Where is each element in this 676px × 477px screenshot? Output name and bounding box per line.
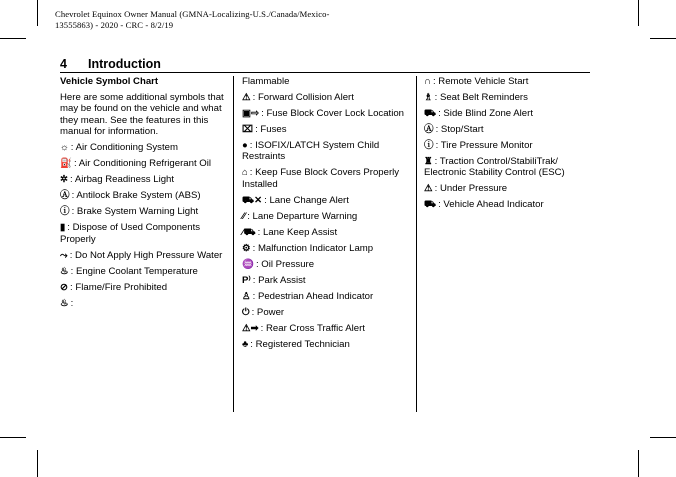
symbol-label: : Remote Vehicle Start [432, 76, 529, 87]
symbol-icon: ∩ [424, 76, 431, 87]
symbol-label: : Keep Fuse Block Covers Properly Installed [242, 167, 400, 190]
symbol-entry [60, 206, 228, 217]
symbol-entry [424, 76, 594, 87]
symbol-icon: ⛽ [60, 158, 72, 170]
symbol-entry [424, 92, 594, 103]
symbol-entry [424, 108, 594, 119]
symbol-icon: ⓘ [424, 140, 434, 151]
page-number: 4 [60, 57, 67, 71]
symbol-icon: Ⓐ [424, 124, 434, 135]
symbol-label: : Brake System Warning Light [71, 206, 199, 218]
symbol-label: : Rear Cross Traffic Alert [260, 322, 365, 334]
symbol-entry [60, 266, 228, 277]
symbol-icon: ♨ [60, 297, 69, 309]
symbol-entry [242, 339, 412, 350]
symbol-entry [242, 140, 412, 163]
symbol-label: : Lane Keep Assist [257, 226, 338, 238]
symbol-entry [60, 158, 228, 169]
header-line-2: 13555863) - 2020 - CRC - 8/2/19 [55, 20, 174, 30]
page-heading [60, 57, 590, 73]
symbol-label: : [70, 297, 74, 309]
document-header [55, 9, 329, 31]
symbol-label: : Registered Technician [250, 338, 350, 350]
symbol-entry [60, 282, 228, 293]
symbol-icon: ⚙ [242, 242, 251, 254]
column-3 [424, 76, 594, 215]
symbol-icon: ⁄⁄ [242, 210, 246, 222]
symbol-icon: ⚠ [424, 183, 433, 195]
symbol-entry [424, 156, 594, 179]
symbol-label: : Airbag Readiness Light [70, 174, 175, 186]
symbol-entry [60, 298, 228, 309]
symbol-entry [242, 211, 412, 222]
symbol-entry [242, 275, 412, 286]
symbol-label: : Air Conditioning System [70, 142, 178, 154]
symbol-entry [424, 183, 594, 194]
symbol-entry [242, 108, 412, 119]
symbol-icon: ● [242, 140, 248, 151]
symbol-label: : Fuses [255, 124, 287, 135]
symbol-entry [242, 307, 412, 318]
symbol-icon: ⌂ [242, 167, 248, 179]
crop-mark [0, 437, 26, 438]
symbol-icon: ⚠➡ [242, 322, 259, 334]
column-1 [60, 76, 228, 314]
section-title: Introduction [88, 57, 161, 71]
symbol-icon: ⛟ [424, 108, 437, 119]
symbol-icon: ⚠ [242, 92, 251, 103]
symbol-entry [60, 250, 228, 261]
symbol-label: : Dispose of Used Components Properly [60, 222, 201, 245]
column-divider [416, 76, 417, 412]
symbol-label: : ISOFIX/LATCH System Child Restraints [242, 140, 380, 163]
symbol-label: : Lane Change Alert [264, 194, 349, 206]
symbol-icon: ♙ [242, 290, 251, 302]
intro-paragraph: Here are some additional symbols that may be found on the vehicle and what they mean. See the features in this manual for information. [60, 92, 224, 138]
symbol-entry [242, 243, 412, 254]
symbol-entry [242, 124, 412, 135]
symbol-icon: ⊘ [60, 281, 69, 293]
symbol-entry [424, 199, 594, 210]
symbol-icon: ▣⇨ [242, 108, 260, 119]
symbol-label: : Air Conditioning Refrigerant Oil [73, 158, 211, 170]
symbol-label: : Park Assist [252, 274, 306, 286]
symbol-entry [242, 195, 412, 206]
symbol-entry [60, 190, 228, 201]
crop-mark [638, 0, 639, 26]
crop-mark [638, 450, 639, 477]
symbol-icon: ☼ [60, 142, 69, 154]
symbol-entry [60, 142, 228, 153]
symbol-label: : Malfunction Indicator Lamp [252, 242, 374, 254]
symbol-entry [424, 140, 594, 151]
symbol-entry [60, 174, 228, 185]
symbol-label: : Power [251, 306, 285, 318]
crop-mark [0, 38, 26, 39]
chart-heading: Vehicle Symbol Chart [60, 76, 159, 87]
symbol-label: : Under Pressure [434, 183, 508, 195]
symbol-label: : Fuse Block Cover Lock Location [261, 108, 405, 119]
symbol-entry [242, 323, 412, 334]
symbol-label: : Oil Pressure [255, 258, 315, 270]
symbol-icon: ⌧ [242, 124, 254, 135]
symbol-label: : Stop/Start [435, 124, 484, 135]
symbol-icon: ♒ [242, 258, 254, 270]
symbol-label: : Antilock Brake System (ABS) [71, 190, 201, 202]
column-divider [233, 76, 234, 412]
symbol-label: : Seat Belt Reminders [434, 92, 528, 103]
symbol-label: : Lane Departure Warning [247, 210, 358, 222]
symbol-icon: ⏻ [242, 306, 250, 318]
symbol-icon: ▮ [60, 222, 66, 234]
crop-mark [650, 38, 676, 39]
symbol-label: : Do Not Apply High Pressure Water [69, 249, 223, 261]
symbol-icon: ✲ [60, 174, 69, 186]
symbol-icon: P⁾ [242, 274, 251, 286]
symbol-entry [242, 92, 412, 103]
crop-mark [37, 450, 38, 477]
symbol-icon: ♜ [424, 156, 433, 167]
symbol-entry [242, 291, 412, 302]
symbol-icon: ♣ [242, 338, 249, 350]
symbol-icon: ⛟✕ [242, 194, 263, 206]
symbol-icon: ♗ [424, 92, 433, 103]
symbol-label: : Flame/Fire Prohibited [70, 281, 168, 293]
symbol-icon: ⓘ [60, 206, 70, 218]
symbol-label: : Engine Coolant Temperature [70, 265, 198, 277]
symbol-label: : Tire Pressure Monitor [435, 140, 533, 151]
symbol-entry [242, 167, 412, 190]
symbol-label: : Vehicle Ahead Indicator [438, 199, 544, 211]
continued-text: Flammable [242, 76, 290, 87]
symbol-label: : Traction Control/StabiliTrak/ Electronic Stability Control (ESC) [424, 156, 565, 179]
symbol-label: : Pedestrian Ahead Indicator [252, 290, 374, 302]
crop-mark [650, 437, 676, 438]
symbol-label: : Side Blind Zone Alert [438, 108, 534, 119]
symbol-entry [424, 124, 594, 135]
symbol-entry [242, 227, 412, 238]
symbol-icon: ⁄⛟ [242, 226, 256, 238]
symbol-entry [60, 222, 228, 245]
header-line-1: Chevrolet Equinox Owner Manual (GMNA-Localizing-U.S./Canada/Mexico- [55, 9, 330, 19]
symbol-label: : Forward Collision Alert [252, 92, 354, 103]
symbol-icon: ⛟ [424, 199, 437, 211]
column-2 [242, 76, 412, 355]
crop-mark [37, 0, 38, 26]
symbol-icon: ♨ [60, 265, 69, 277]
symbol-icon: ⤳ [60, 249, 68, 261]
symbol-entry [242, 259, 412, 270]
symbol-icon: Ⓐ [60, 190, 70, 202]
